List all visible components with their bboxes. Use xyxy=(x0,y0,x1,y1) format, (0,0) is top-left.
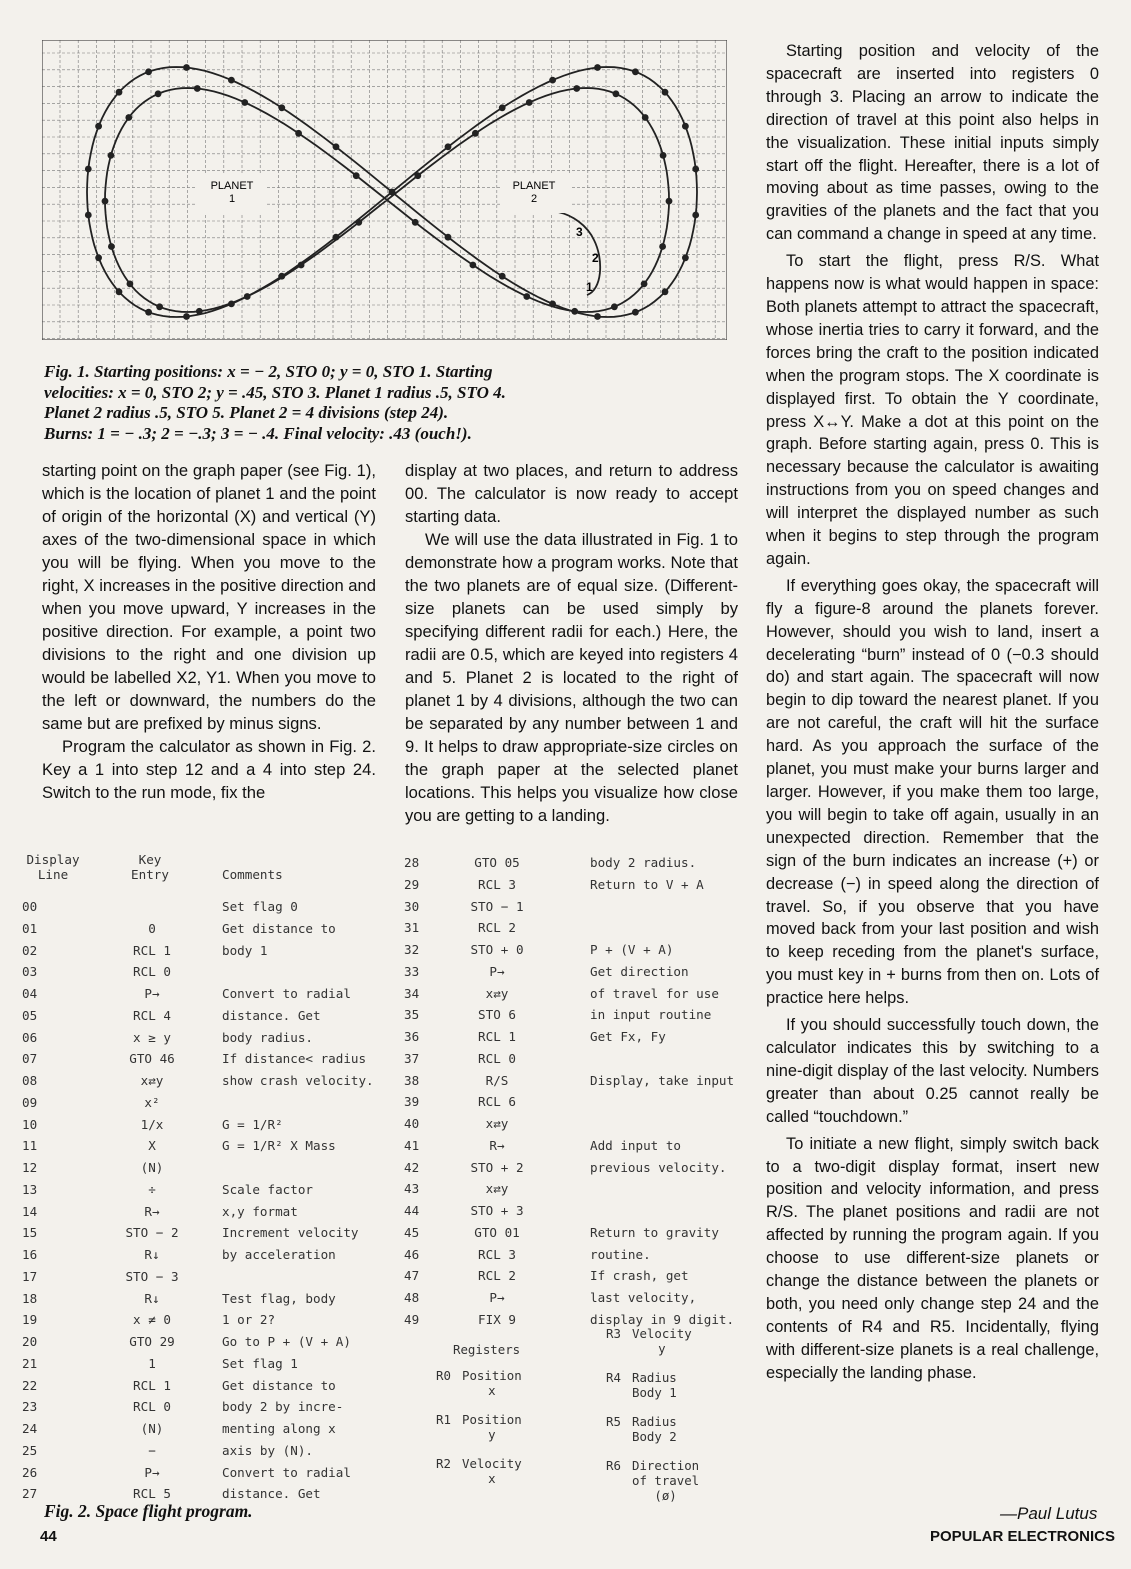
key-entry: RCL 5 xyxy=(133,1486,171,1502)
position-dot xyxy=(499,273,506,280)
position-dot xyxy=(295,130,302,137)
position-dot xyxy=(127,281,134,288)
step-number: 28 xyxy=(404,855,420,870)
position-dot xyxy=(194,85,201,92)
register-entry xyxy=(436,1412,522,1442)
step-comment: G = 1/R² X Mass xyxy=(222,1138,336,1154)
position-dot xyxy=(594,313,601,320)
step-comment: Scale factor xyxy=(222,1181,313,1197)
key-entry: R/S xyxy=(485,1072,509,1088)
graph-grid xyxy=(42,40,727,340)
position-dot xyxy=(228,301,235,308)
position-dot xyxy=(278,104,285,111)
step-comment: P + (V + A) xyxy=(590,942,674,957)
burn-marker-2: 2 xyxy=(592,251,599,265)
key-entry: RCL 0 xyxy=(133,1399,171,1415)
step-comment: body 2 by incre- xyxy=(222,1399,344,1415)
key-entry: RCL 6 xyxy=(478,1094,516,1110)
orbit-path-inner xyxy=(105,88,669,312)
key-entry: RCL 3 xyxy=(478,1246,516,1262)
key-entry: R↓ xyxy=(144,1290,160,1306)
position-dot xyxy=(549,301,556,308)
position-dot xyxy=(183,313,190,320)
position-dot xyxy=(389,189,396,196)
step-number: 33 xyxy=(404,963,420,979)
position-dot xyxy=(95,123,102,130)
register-description-line: Body 1 xyxy=(632,1385,677,1400)
step-comment: Get direction xyxy=(590,963,689,979)
key-entry: − xyxy=(148,1442,156,1458)
header-text: Display xyxy=(26,852,80,867)
planet-1-number: 1 xyxy=(228,193,236,205)
paragraph: To initiate a new flight, simply switch back to a two-digit display format, insert new position and velocity information, and press R/S. The planet positions and radii are not affected by running the program again. If you choose to use different-size planets or change the distance between the planets or both, you need only change step 24 and the contents of R4 and R5. Incidentally, flying with different-size planets is a real challenge, especially the landing phase. xyxy=(766,1134,1099,1382)
position-dot xyxy=(412,219,419,226)
step-number: 05 xyxy=(22,1007,38,1023)
key-entry: GTO 05 xyxy=(474,855,520,870)
paragraph: starting point on the graph paper (see Fig. 1), which is the location of planet 1 and the point of origin of the horizontal (X) and vertical (Y) axes of the two-dimensional space in which you will be flying. When you move to the right, X increases in the positive direction and when you move upward, Y increases in the positive direction. For example, a point two divisions to the right and one division up would be labelled X2, Y1. When you move to the left or downward, the numbers do the same but are prefixed by minus signs. xyxy=(42,461,376,733)
step-comment: Return to V + A xyxy=(590,876,704,892)
step-number: 00 xyxy=(22,899,38,914)
step-comment: of travel for use xyxy=(590,985,719,1001)
step-number: 19 xyxy=(22,1312,38,1328)
magazine-name: POPULAR ELECTRONICS xyxy=(930,1528,1116,1545)
step-number: 10 xyxy=(22,1116,38,1132)
position-dot xyxy=(125,114,132,121)
step-number: 13 xyxy=(22,1181,38,1197)
key-entry: P→ xyxy=(489,1290,505,1305)
position-dot xyxy=(353,172,360,179)
register-description xyxy=(632,1326,692,1356)
author-credit: —Paul Lutus xyxy=(1000,1504,1098,1523)
key-entry: GTO 01 xyxy=(474,1224,520,1240)
paragraph: Program the calculator as shown in Fig. 2. Key a 1 into step 12 and a 4 into step 24. Switch to the run mode, fix the xyxy=(42,737,376,802)
step-number: 27 xyxy=(22,1486,38,1502)
position-dot xyxy=(499,104,506,111)
step-number: 29 xyxy=(404,876,420,892)
register-description xyxy=(462,1456,522,1486)
step-comment: If distance< radius xyxy=(222,1051,367,1067)
position-dot xyxy=(632,309,639,316)
key-entry: P→ xyxy=(144,986,160,1001)
position-dot xyxy=(278,273,285,280)
key-entry: x⇄y xyxy=(485,985,509,1001)
position-dot xyxy=(445,143,452,150)
step-number: 09 xyxy=(22,1094,38,1110)
position-dot xyxy=(573,85,580,92)
position-dot xyxy=(611,303,618,310)
key-entry: 0 xyxy=(148,920,156,936)
key-entry: RCL 1 xyxy=(133,1377,171,1393)
step-number: 22 xyxy=(22,1377,38,1393)
step-comment: by acceleration xyxy=(222,1247,336,1262)
text-column-3 xyxy=(766,40,1099,1385)
register-description xyxy=(462,1412,522,1442)
step-number: 08 xyxy=(22,1073,38,1088)
step-number: 48 xyxy=(404,1290,420,1305)
caption-line: Burns: 1 = − .3; 2 = −.3; 3 = − .4. Final velocity: .43 (ouch!). xyxy=(44,423,472,443)
step-number: 45 xyxy=(404,1224,420,1240)
register-description-line: (ø) xyxy=(654,1488,677,1503)
step-number: 35 xyxy=(404,1007,420,1023)
register-description-line: x xyxy=(488,1383,496,1398)
key-entry: (N) xyxy=(140,1421,164,1436)
step-number: 15 xyxy=(22,1225,38,1241)
key-entry: x⇄y xyxy=(140,1073,164,1088)
key-entry: R↓ xyxy=(144,1247,160,1262)
key-entry: STO + 3 xyxy=(470,1203,524,1218)
step-comment: Add input to xyxy=(590,1137,681,1153)
step-number: 39 xyxy=(404,1094,420,1110)
position-dot xyxy=(414,172,421,179)
key-entry: RCL 1 xyxy=(133,942,171,958)
position-dot xyxy=(241,99,248,106)
position-dot xyxy=(549,77,556,84)
register-description-line: y xyxy=(658,1341,666,1356)
key-entry: x ≠ 0 xyxy=(133,1312,171,1328)
key-entry: STO + 0 xyxy=(470,942,524,957)
position-dot xyxy=(660,152,667,159)
position-dot xyxy=(85,166,92,173)
step-number: 03 xyxy=(22,964,38,980)
caption-line: Fig. 1. Starting positions: x = − 2, STO 0; y = 0, STO 1. Starting xyxy=(44,362,493,381)
register-entry xyxy=(606,1326,692,1356)
step-number: 25 xyxy=(22,1442,38,1458)
step-number: 02 xyxy=(22,942,38,958)
register-description xyxy=(632,1458,699,1503)
step-comment: body 2 radius. xyxy=(590,855,697,870)
step-comment: show crash velocity. xyxy=(222,1073,374,1088)
header-key-entry xyxy=(118,852,182,882)
step-comment: G = 1/R² xyxy=(222,1116,283,1132)
paragraph: If you should successfully touch down, the calculator indicates this by switching to a nine-digit display of the last velocity. Numbers greater than about 0.25 cannot really be called “touchdown.” xyxy=(766,1016,1099,1126)
position-dot xyxy=(571,308,578,315)
burn-marker-1: 1 xyxy=(586,280,593,294)
step-number: 44 xyxy=(404,1203,420,1218)
caption-line: Planet 2 radius .5, STO 5. Planet 2 = 4 divisions (step 24). xyxy=(44,403,449,422)
step-comment: Display, take input xyxy=(590,1072,735,1088)
header-text: Key xyxy=(138,852,162,867)
step-number: 49 xyxy=(404,1311,420,1327)
step-comment: axis by (N). xyxy=(222,1442,313,1458)
position-dot xyxy=(196,308,203,315)
step-comment: last velocity, xyxy=(590,1290,697,1305)
step-comment: Set flag 1 xyxy=(222,1355,298,1371)
step-number: 12 xyxy=(22,1160,38,1175)
position-dot xyxy=(682,123,689,130)
figure-1-graph xyxy=(42,40,727,340)
step-number: 46 xyxy=(404,1246,420,1262)
step-comment: distance. Get xyxy=(222,1486,321,1502)
key-entry: RCL 0 xyxy=(133,964,171,980)
register-description-line: of travel xyxy=(632,1473,700,1488)
key-entry: RCL 2 xyxy=(478,920,516,936)
step-number: 31 xyxy=(404,920,420,936)
paragraph: Starting position and velocity of the spacecraft are inserted into registers 0 through 3. Placing an arrow to indicate the direction of travel at this point also helps in the visualization. These initial inputs simply start off the flight. Hereafter, there is a lot of moving about as time passes, owing to the gravities of the planets and the fact that you can command a change in speed at any time. xyxy=(766,42,1099,244)
key-entry: R→ xyxy=(144,1203,160,1219)
step-number: 18 xyxy=(22,1290,38,1306)
step-number: 38 xyxy=(404,1072,420,1088)
position-dot xyxy=(298,262,305,269)
step-number: 41 xyxy=(404,1137,420,1153)
step-number: 42 xyxy=(404,1159,420,1175)
register-name: R1 xyxy=(436,1412,451,1427)
step-number: 06 xyxy=(22,1029,38,1045)
key-entry: GTO 46 xyxy=(129,1051,175,1067)
key-entry: RCL 0 xyxy=(478,1050,516,1066)
position-dot xyxy=(228,77,235,84)
register-description-line: Body 2 xyxy=(632,1429,677,1444)
register-entry xyxy=(436,1368,522,1398)
figure-2-caption: Fig. 2. Space flight program. xyxy=(44,1501,253,1521)
key-entry: 1/x xyxy=(140,1116,164,1132)
position-dot xyxy=(692,212,699,219)
key-entry: 1 xyxy=(148,1355,156,1371)
key-entry: RCL 2 xyxy=(478,1268,516,1284)
step-comment: 1 or 2? xyxy=(222,1312,276,1328)
figure-1-caption xyxy=(44,362,744,444)
position-dot xyxy=(523,293,530,300)
register-name: R5 xyxy=(606,1414,621,1429)
register-name: R0 xyxy=(436,1368,451,1383)
caption-line: velocities: x = 0, STO 2; y = .45, STO 3. Planet 1 radius .5, STO 4. xyxy=(44,382,506,402)
step-comment: Get distance to xyxy=(222,920,336,936)
step-comment: distance. Get xyxy=(222,1007,321,1023)
position-dot xyxy=(355,219,362,226)
key-entry: RCL 3 xyxy=(478,876,516,892)
position-dot xyxy=(116,288,123,295)
step-number: 30 xyxy=(404,898,420,914)
key-entry: R→ xyxy=(489,1137,505,1153)
position-dot xyxy=(95,254,102,261)
step-comment: Get Fx, Fy xyxy=(590,1029,666,1044)
position-dot xyxy=(85,212,92,219)
header-comments: Comments xyxy=(222,867,283,882)
position-dot xyxy=(472,130,479,137)
key-entry: STO − 3 xyxy=(125,1268,179,1284)
step-comment: menting along x xyxy=(222,1421,336,1436)
paragraph: If everything goes okay, the spacecraft will fly a figure-8 around the planets forever. However, should you wish to land, insert a decelerating “burn” instead of 0 (−0.3 should do) and start again. The spacecraft will now begin to dip toward the nearest planet. If you are not careful, the craft will hit the surface hard. As you approach the surface of the planet, you must make your burns larger and larger. However, if you make them too large, you will begin to take off again, usually in an unexpected direction. Remember that the sign of the burn indicates an increase (+) or decrease (−) in speed along the direction of travel. So, if you observe that you have moved back from your last position and wish to keep receding from the planet's surface, you must key in + burns from then on. Lots of practice here helps. xyxy=(766,576,1099,1008)
register-description-line: Radius xyxy=(632,1370,677,1385)
key-entry: ÷ xyxy=(148,1181,156,1197)
position-dot xyxy=(662,89,669,96)
position-dot xyxy=(445,234,452,241)
register-description-line: Direction xyxy=(632,1458,700,1473)
register-description-line: x xyxy=(488,1471,496,1486)
position-dot xyxy=(333,234,340,241)
header-text: Line xyxy=(37,867,69,882)
planet-2-label: PLANET xyxy=(512,180,556,192)
register-entry xyxy=(436,1456,522,1486)
step-number: 24 xyxy=(22,1421,38,1436)
position-dot xyxy=(155,90,162,97)
step-comment: Set flag 0 xyxy=(222,899,298,914)
position-dot xyxy=(145,309,152,316)
register-description-line: Velocity xyxy=(632,1326,692,1341)
key-entry: x⇄y xyxy=(485,1181,509,1197)
position-dot xyxy=(662,288,669,295)
step-number: 11 xyxy=(22,1138,38,1154)
step-number: 43 xyxy=(404,1181,420,1197)
text-column-2 xyxy=(405,459,738,827)
text-column-1 xyxy=(42,459,376,804)
key-entry: STO − 1 xyxy=(470,898,524,914)
step-number: 23 xyxy=(22,1399,38,1415)
key-entry: P→ xyxy=(144,1464,160,1480)
planet-2-number: 2 xyxy=(530,193,538,205)
key-entry: x ≥ y xyxy=(133,1029,171,1045)
position-dot xyxy=(642,114,649,121)
key-entry: STO + 2 xyxy=(470,1159,524,1175)
register-description xyxy=(632,1414,677,1444)
register-name: R6 xyxy=(606,1458,621,1473)
key-entry: STO − 2 xyxy=(125,1225,179,1241)
burn-marker-3: 3 xyxy=(576,225,583,239)
step-comment: routine. xyxy=(590,1246,651,1262)
key-entry: FIX 9 xyxy=(478,1311,516,1327)
planet-1-label: PLANET xyxy=(210,180,254,192)
step-number: 17 xyxy=(22,1268,38,1284)
step-comment: Convert to radial xyxy=(222,986,351,1001)
register-description xyxy=(632,1370,677,1400)
position-dot xyxy=(145,68,152,75)
key-entry: x² xyxy=(144,1094,160,1110)
step-number: 20 xyxy=(22,1334,38,1349)
step-number: 36 xyxy=(404,1029,420,1044)
key-entry: X xyxy=(148,1138,156,1154)
step-number: 40 xyxy=(404,1116,420,1131)
step-comment: Go to P + (V + A) xyxy=(222,1334,351,1349)
step-number: 07 xyxy=(22,1051,38,1067)
step-comment: x,y format xyxy=(222,1203,298,1219)
key-entry: x⇄y xyxy=(485,1116,509,1131)
step-number: 16 xyxy=(22,1247,38,1262)
step-comment: Get distance to xyxy=(222,1377,336,1393)
position-dot xyxy=(108,243,115,250)
position-dot xyxy=(641,281,648,288)
position-dot xyxy=(613,90,620,97)
position-dot xyxy=(632,68,639,75)
paragraph: We will use the data illustrated in Fig. 1 to demonstrate how a program works. Note that the two planets are of equal size. (Different-size planets can be used simply by specifying different radii for each.) Here, the radii are 0.5, which are keyed into registers 4 and 5. Planet 2 is located to the right of planet 1 by 4 divisions, although the two can be separated by any number between 1 and 9. It helps to draw appropriate-size circles on the graph paper at the selected planet locations. This helps you visualize how close you are getting to a landing. xyxy=(405,530,738,825)
step-number: 34 xyxy=(404,985,420,1001)
paragraph: display at two places, and return to address 00. The calculator is now ready to accept starting data. xyxy=(405,461,738,526)
position-dots xyxy=(85,64,699,320)
position-dot xyxy=(156,303,163,310)
step-comment: previous velocity. xyxy=(590,1159,727,1175)
step-number: 47 xyxy=(404,1268,420,1284)
step-comment: Increment velocity xyxy=(222,1225,359,1241)
step-number: 21 xyxy=(22,1355,38,1371)
step-number: 37 xyxy=(404,1050,420,1066)
key-entry: RCL 1 xyxy=(478,1029,516,1044)
step-comment: If crash, get xyxy=(590,1268,689,1284)
key-entry: (N) xyxy=(140,1160,164,1175)
register-description-line: Position xyxy=(462,1412,522,1427)
register-description-line: y xyxy=(488,1427,496,1442)
register-entry xyxy=(606,1414,677,1444)
step-comment: Test flag, body xyxy=(222,1290,336,1306)
key-entry: RCL 4 xyxy=(133,1007,171,1023)
position-dot xyxy=(116,89,123,96)
paragraph: To start the flight, press R/S. What happens now is what would happen in space: Both planets attempt to attract the spacecraft, whose inertia tries to carry it forward, and the forces bring the craft to the position indicated when the program stops. The X coordinate is displayed first. To obtain the Y coordinate, press X↔Y. Make a dot at this point on the graph. Before starting again, press 0. This is necessary because the calculator is awaiting instructions from you on speed changes and will interpret the displayed number as such when it begins to step through the program again. xyxy=(766,252,1099,568)
register-entry xyxy=(606,1370,677,1400)
register-name: R2 xyxy=(436,1456,451,1471)
step-comment: in input routine xyxy=(590,1007,712,1023)
step-number: 04 xyxy=(22,986,38,1001)
step-number: 01 xyxy=(22,920,38,936)
position-dot xyxy=(594,64,601,71)
register-description-line: Radius xyxy=(632,1414,677,1429)
register-description-line: Velocity xyxy=(462,1456,522,1471)
position-dot xyxy=(659,243,666,250)
position-dot xyxy=(666,198,673,205)
key-entry: STO 6 xyxy=(478,1007,516,1023)
register-description xyxy=(462,1368,522,1398)
step-comment: body radius. xyxy=(222,1029,313,1045)
registers-title: Registers xyxy=(453,1342,521,1357)
position-dot xyxy=(244,293,251,300)
position-dot xyxy=(682,254,689,261)
position-dot xyxy=(470,262,477,269)
step-comment: body 1 xyxy=(222,942,268,958)
step-comment: display in 9 digit. xyxy=(590,1311,735,1327)
position-dot xyxy=(102,198,109,205)
step-number: 26 xyxy=(22,1464,38,1480)
header-display-line xyxy=(18,852,88,882)
step-number: 32 xyxy=(404,942,420,957)
header-text: Entry xyxy=(131,867,169,882)
step-comment: Return to gravity xyxy=(590,1224,719,1240)
step-comment: Convert to radial xyxy=(222,1464,351,1480)
position-dot xyxy=(333,143,340,150)
key-entry: P→ xyxy=(489,963,505,979)
page-number: 44 xyxy=(40,1528,57,1545)
register-name: R4 xyxy=(606,1370,621,1385)
position-dot xyxy=(526,99,533,106)
register-name: R3 xyxy=(606,1326,621,1341)
key-entry: GTO 29 xyxy=(129,1334,175,1349)
position-dot xyxy=(108,152,115,159)
position-dot xyxy=(183,64,190,71)
register-description-line: Position xyxy=(462,1368,522,1383)
position-dot xyxy=(692,166,699,173)
step-number: 14 xyxy=(22,1203,38,1219)
register-entry xyxy=(606,1458,699,1503)
